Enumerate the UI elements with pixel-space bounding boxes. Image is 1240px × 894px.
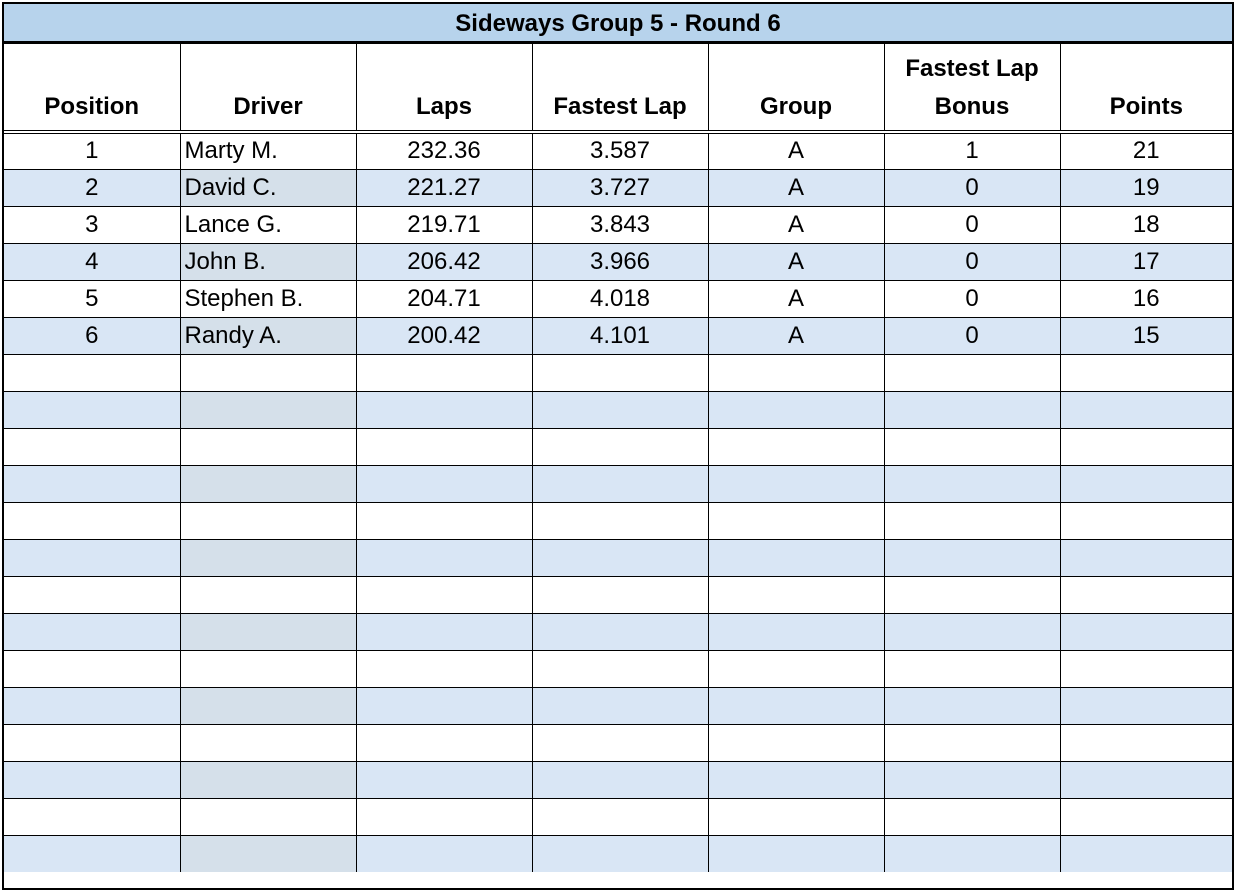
cell-position[interactable]: 2 [4, 169, 180, 206]
column-header-group [708, 44, 884, 132]
cell-laps[interactable] [356, 428, 532, 465]
table-row [4, 576, 1232, 613]
cell-points[interactable] [1060, 354, 1232, 391]
cell-position[interactable]: 3 [4, 206, 180, 243]
table-body [4, 132, 1232, 872]
column-header-label: Group [760, 93, 832, 120]
table-row [4, 835, 1232, 872]
cell-driver[interactable] [180, 835, 356, 872]
cell-group[interactable] [708, 798, 884, 835]
cell-laps[interactable] [356, 354, 532, 391]
cell-group[interactable] [708, 576, 884, 613]
cell-fastest-lap[interactable] [532, 391, 708, 428]
cell-points[interactable]: 19 [1060, 169, 1232, 206]
table-row [4, 280, 1232, 317]
cell-position[interactable] [4, 465, 180, 502]
cell-fastest-lap[interactable] [532, 539, 708, 576]
column-header-label: Driver [233, 93, 303, 120]
cell-fastest-lap[interactable] [532, 724, 708, 761]
cell-group[interactable]: A [708, 243, 884, 280]
cell-group[interactable] [708, 539, 884, 576]
cell-position[interactable]: 1 [4, 132, 180, 169]
cell-points[interactable] [1060, 391, 1232, 428]
cell-fastest-lap-bonus[interactable] [884, 724, 1060, 761]
table-row [4, 354, 1232, 391]
cell-laps[interactable] [356, 650, 532, 687]
cell-driver[interactable] [180, 798, 356, 835]
cell-points[interactable] [1060, 761, 1232, 798]
cell-position[interactable] [4, 613, 180, 650]
cell-laps[interactable] [356, 798, 532, 835]
column-header-label: Fastest Lap [905, 55, 1039, 82]
cell-laps[interactable]: 200.42 [356, 317, 532, 354]
column-header-laps [356, 44, 532, 132]
cell-group[interactable] [708, 502, 884, 539]
cell-driver[interactable] [180, 428, 356, 465]
cell-position[interactable] [4, 502, 180, 539]
column-header-driver [180, 44, 356, 132]
cell-points[interactable] [1060, 502, 1232, 539]
table-row [4, 539, 1232, 576]
cell-driver[interactable] [180, 650, 356, 687]
table-row [4, 428, 1232, 465]
cell-fastest-lap[interactable] [532, 761, 708, 798]
cell-position[interactable] [4, 391, 180, 428]
cell-fastest-lap-bonus[interactable] [884, 428, 1060, 465]
cell-laps[interactable] [356, 576, 532, 613]
cell-laps[interactable]: 219.71 [356, 206, 532, 243]
cell-driver[interactable]: David C. [180, 169, 356, 206]
cell-fastest-lap-bonus[interactable] [884, 576, 1060, 613]
cell-points[interactable] [1060, 428, 1232, 465]
table-row [4, 650, 1232, 687]
cell-driver[interactable] [180, 502, 356, 539]
cell-points[interactable] [1060, 650, 1232, 687]
cell-group[interactable] [708, 354, 884, 391]
cell-fastest-lap[interactable] [532, 835, 708, 872]
cell-group[interactable] [708, 391, 884, 428]
cell-fastest-lap[interactable] [532, 354, 708, 391]
results-sheet [2, 2, 1234, 890]
cell-fastest-lap-bonus[interactable] [884, 761, 1060, 798]
cell-laps[interactable] [356, 724, 532, 761]
cell-fastest-lap-bonus[interactable]: 0 [884, 317, 1060, 354]
cell-driver[interactable] [180, 354, 356, 391]
cell-fastest-lap-bonus[interactable] [884, 650, 1060, 687]
cell-position[interactable] [4, 354, 180, 391]
cell-fastest-lap-bonus[interactable] [884, 465, 1060, 502]
cell-laps[interactable] [356, 835, 532, 872]
cell-points[interactable]: 21 [1060, 132, 1232, 169]
table-row [4, 132, 1232, 169]
cell-fastest-lap-bonus[interactable]: 0 [884, 280, 1060, 317]
cell-position[interactable] [4, 687, 180, 724]
cell-laps[interactable]: 204.71 [356, 280, 532, 317]
cell-driver[interactable]: Randy A. [180, 317, 356, 354]
cell-fastest-lap-bonus[interactable] [884, 502, 1060, 539]
cell-points[interactable] [1060, 835, 1232, 872]
table-row [4, 169, 1232, 206]
cell-laps[interactable] [356, 687, 532, 724]
cell-driver[interactable]: John B. [180, 243, 356, 280]
cell-position[interactable]: 6 [4, 317, 180, 354]
cell-laps[interactable]: 206.42 [356, 243, 532, 280]
cell-driver[interactable] [180, 761, 356, 798]
cell-points[interactable]: 16 [1060, 280, 1232, 317]
cell-group[interactable] [708, 724, 884, 761]
table-row [4, 243, 1232, 280]
cell-driver[interactable] [180, 687, 356, 724]
cell-driver[interactable]: Lance G. [180, 206, 356, 243]
cell-group[interactable] [708, 687, 884, 724]
cell-driver[interactable] [180, 613, 356, 650]
cell-fastest-lap[interactable] [532, 576, 708, 613]
cell-fastest-lap[interactable] [532, 798, 708, 835]
cell-driver[interactable] [180, 724, 356, 761]
cell-fastest-lap[interactable]: 3.727 [532, 169, 708, 206]
cell-laps[interactable]: 232.36 [356, 132, 532, 169]
cell-group[interactable] [708, 428, 884, 465]
cell-group[interactable]: A [708, 132, 884, 169]
cell-fastest-lap[interactable]: 3.843 [532, 206, 708, 243]
cell-points[interactable]: 17 [1060, 243, 1232, 280]
cell-fastest-lap-bonus[interactable] [884, 687, 1060, 724]
table-row [4, 798, 1232, 835]
cell-points[interactable] [1060, 465, 1232, 502]
cell-fastest-lap-bonus[interactable]: 0 [884, 243, 1060, 280]
cell-group[interactable]: A [708, 206, 884, 243]
sheet-title: Sideways Group 5 - Round 6 [4, 4, 1232, 44]
column-header-label: Bonus [934, 93, 1010, 120]
cell-laps[interactable] [356, 613, 532, 650]
cell-fastest-lap[interactable] [532, 502, 708, 539]
column-header-fastest-lap [532, 44, 708, 132]
cell-position[interactable] [4, 761, 180, 798]
cell-points[interactable] [1060, 539, 1232, 576]
table-row [4, 317, 1232, 354]
cell-laps[interactable] [356, 391, 532, 428]
cell-points[interactable] [1060, 798, 1232, 835]
cell-position[interactable] [4, 539, 180, 576]
cell-group[interactable] [708, 465, 884, 502]
cell-laps[interactable] [356, 502, 532, 539]
table-row [4, 613, 1232, 650]
cell-points[interactable]: 15 [1060, 317, 1232, 354]
cell-position[interactable]: 4 [4, 243, 180, 280]
cell-fastest-lap-bonus[interactable]: 0 [884, 206, 1060, 243]
table-row [4, 206, 1232, 243]
cell-driver[interactable] [180, 391, 356, 428]
column-header-points [1060, 44, 1232, 132]
table-row [4, 502, 1232, 539]
cell-points[interactable] [1060, 613, 1232, 650]
cell-laps[interactable] [356, 539, 532, 576]
cell-driver[interactable] [180, 576, 356, 613]
cell-points[interactable] [1060, 576, 1232, 613]
table-row [4, 761, 1232, 798]
cell-fastest-lap-bonus[interactable] [884, 539, 1060, 576]
cell-driver[interactable] [180, 465, 356, 502]
table-header [4, 44, 1232, 132]
cell-fastest-lap[interactable]: 3.966 [532, 243, 708, 280]
cell-group[interactable] [708, 835, 884, 872]
cell-position[interactable] [4, 724, 180, 761]
cell-fastest-lap-bonus[interactable] [884, 835, 1060, 872]
cell-position[interactable] [4, 428, 180, 465]
cell-fastest-lap[interactable] [532, 687, 708, 724]
cell-driver[interactable] [180, 539, 356, 576]
table-row [4, 391, 1232, 428]
cell-fastest-lap[interactable]: 4.101 [532, 317, 708, 354]
cell-laps[interactable] [356, 465, 532, 502]
cell-fastest-lap-bonus[interactable] [884, 613, 1060, 650]
cell-fastest-lap[interactable] [532, 428, 708, 465]
column-header-position [4, 44, 180, 132]
cell-driver[interactable]: Stephen B. [180, 280, 356, 317]
cell-fastest-lap-bonus[interactable]: 1 [884, 132, 1060, 169]
cell-group[interactable] [708, 761, 884, 798]
cell-group[interactable]: A [708, 317, 884, 354]
cell-group[interactable] [708, 613, 884, 650]
cell-position[interactable] [4, 650, 180, 687]
cell-laps[interactable] [356, 761, 532, 798]
column-header-label: Points [1109, 93, 1183, 120]
cell-fastest-lap[interactable]: 4.018 [532, 280, 708, 317]
cell-driver[interactable]: Marty M. [180, 132, 356, 169]
results-table [4, 44, 1232, 872]
cell-fastest-lap[interactable] [532, 465, 708, 502]
cell-position[interactable]: 5 [4, 280, 180, 317]
cell-fastest-lap[interactable]: 3.587 [532, 132, 708, 169]
table-row [4, 465, 1232, 502]
cell-group[interactable] [708, 650, 884, 687]
cell-points[interactable] [1060, 687, 1232, 724]
table-row [4, 687, 1232, 724]
cell-points[interactable]: 18 [1060, 206, 1232, 243]
cell-group[interactable]: A [708, 280, 884, 317]
cell-fastest-lap-bonus[interactable] [884, 798, 1060, 835]
column-header-fastest-lap-bonus [884, 44, 1060, 132]
column-header-label: Fastest Lap [553, 93, 687, 120]
cell-fastest-lap-bonus[interactable] [884, 354, 1060, 391]
cell-position[interactable] [4, 576, 180, 613]
column-header-label: Laps [415, 93, 472, 120]
column-header-label: Position [44, 93, 140, 120]
table-row [4, 724, 1232, 761]
cell-position[interactable] [4, 835, 180, 872]
cell-fastest-lap-bonus[interactable] [884, 391, 1060, 428]
cell-fastest-lap[interactable] [532, 650, 708, 687]
cell-laps[interactable]: 221.27 [356, 169, 532, 206]
cell-fastest-lap-bonus[interactable]: 0 [884, 169, 1060, 206]
cell-points[interactable] [1060, 724, 1232, 761]
cell-group[interactable]: A [708, 169, 884, 206]
cell-fastest-lap[interactable] [532, 613, 708, 650]
cell-position[interactable] [4, 798, 180, 835]
